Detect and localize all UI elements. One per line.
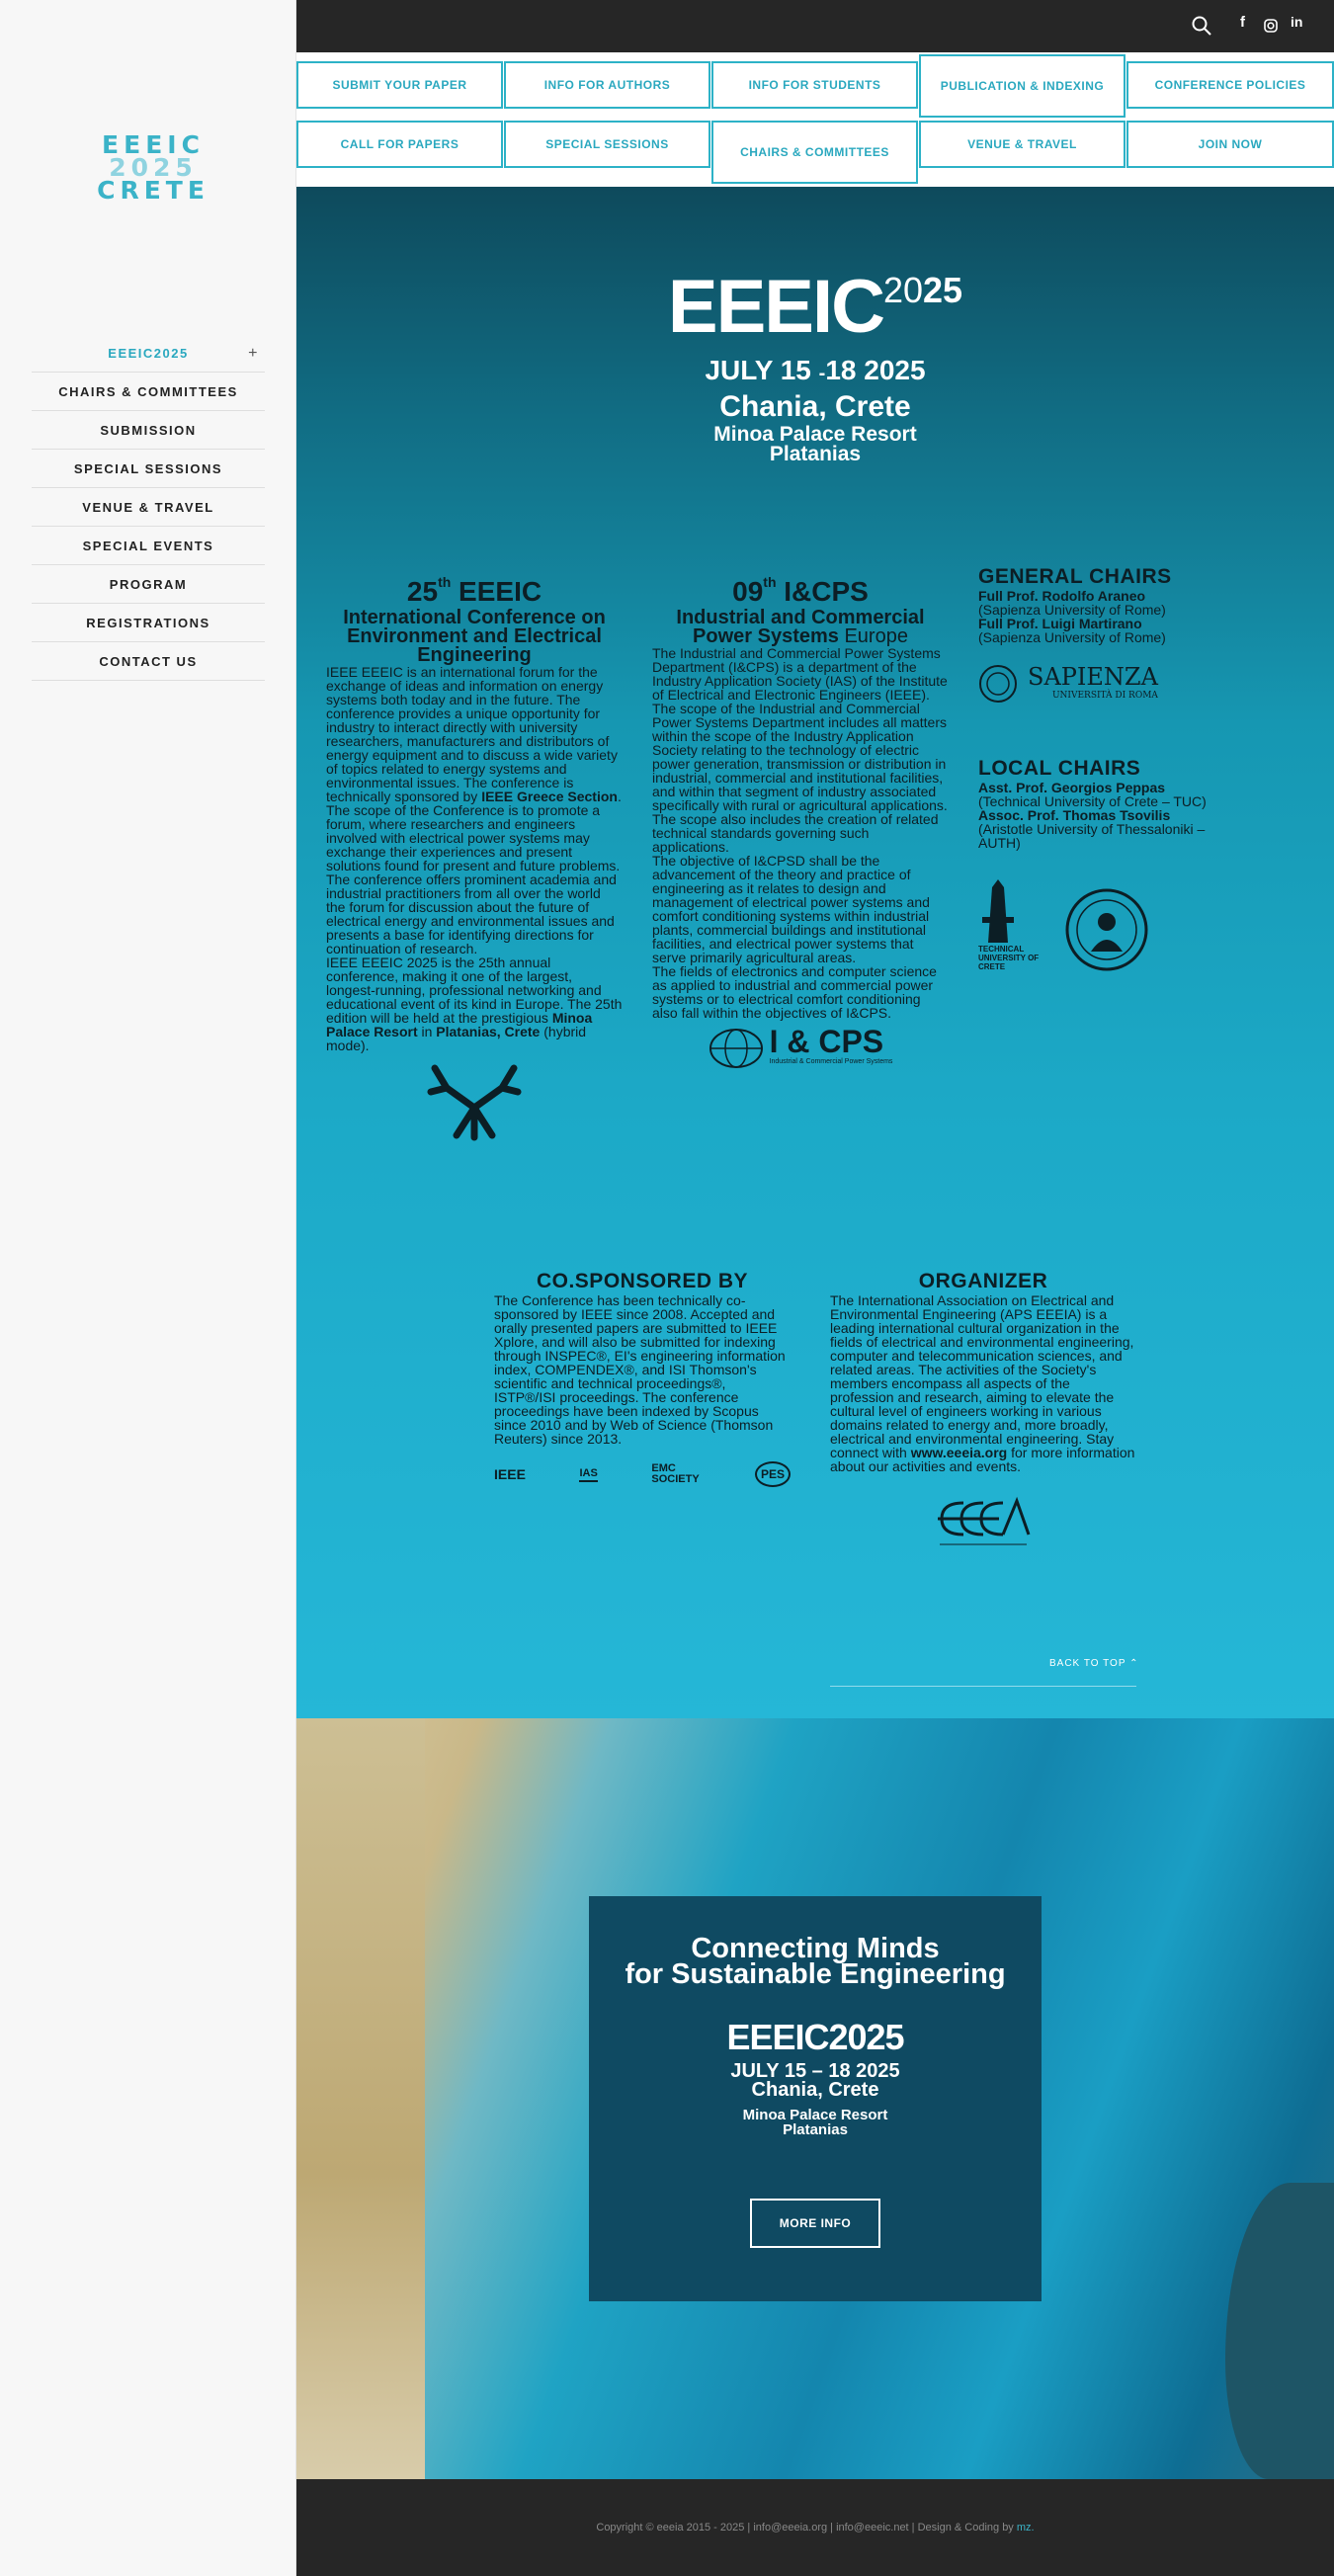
hero-year-a: 20 — [882, 270, 924, 310]
divider — [830, 1686, 1136, 1687]
hero-venue — [296, 425, 1334, 464]
general-chair-1-name: Full Prof. Rodolfo Araneo — [978, 588, 1146, 604]
local-chair-2-aff: (Aristotle University of Thessaloniki – AUTH) — [978, 821, 1206, 851]
sidebar-item-special-sessions[interactable]: SPECIAL SESSIONS — [32, 450, 265, 488]
eeeic-sup: th — [438, 574, 452, 590]
cosponsored-title: CO.SPONSORED BY — [536, 1270, 749, 1292]
icps-subheading — [652, 609, 949, 646]
tuc-text: TECHNICAL UNIVERSITY OF CRETE — [978, 945, 1040, 971]
card-title — [589, 1933, 1042, 1990]
menu-publication-indexing[interactable]: PUBLICATION & INDEXING — [919, 54, 1126, 118]
ias-logo: IAS — [579, 1466, 597, 1482]
general-chair-1 — [978, 589, 1245, 617]
auth-seal-icon — [1065, 888, 1148, 971]
logo-line-3: CRETE — [97, 176, 209, 205]
hero-date-dash: - — [818, 363, 826, 384]
sidebar-item-label: EEEIC2025 — [108, 346, 189, 361]
general-chair-2-name: Full Prof. Luigi Martirano — [978, 616, 1142, 631]
eeeic-subheading: International Conference on Environment and Electrical Engineering — [343, 607, 606, 666]
icps-text-2: The objective of I&CPSD shall be the advancement of the theory and practice of engineering as it relates to design and management of electrical power systems and comfort conditioning systems within industrial plants, commercial buildings and institutional facilities, and electrical power systems that serve primarily agricultural areas. — [652, 853, 930, 965]
eeeic-text — [326, 665, 623, 803]
sapienza-sub: UNIVERSITÀ DI ROMA — [1051, 691, 1158, 701]
cosponsored-column — [494, 1270, 791, 1487]
site-logo[interactable] — [94, 130, 212, 205]
eeeic-heading — [326, 567, 623, 607]
hero-year-b: 25 — [923, 270, 963, 310]
linkedin-icon[interactable]: in — [1291, 14, 1303, 30]
eeeic-text-more — [326, 956, 623, 1052]
menu-join-now[interactable]: JOIN NOW — [1126, 121, 1334, 168]
card-title-1: Connecting Minds — [691, 1933, 940, 1964]
general-chair-2-aff: (Sapienza University of Rome) — [978, 629, 1166, 645]
sidebar-item-eeeic2025[interactable] — [32, 334, 265, 373]
local-chairs-logos — [978, 877, 1245, 971]
general-chairs-title: GENERAL CHAIRS — [978, 565, 1172, 588]
eeeic-text-1: IEEE EEEIC is an international forum for the exchange of ideas and information on energy systems both today and in the future. The conference provides a unique opportunity for industry to interact directly with university researchers, manufacturers and distributors of energy equipment and to discuss a wide variety of topics related to energy systems and environmental issues. The conference is technically sponsored by — [326, 664, 618, 804]
sapienza-logo — [978, 662, 1245, 706]
hero-city: Chania, Crete — [719, 390, 911, 423]
icps-sub-bold: Industrial and Commercial Power Systems — [676, 607, 925, 647]
hero-date — [296, 355, 1334, 386]
menu-chairs-committees[interactable]: CHAIRS & COMMITTEES — [711, 121, 918, 184]
icps-sub-rest: Europe — [838, 625, 908, 647]
footer-design-link[interactable]: mz. — [1016, 2522, 1035, 2534]
icps-text-3: The fields of electronics and computer science as applied to industrial and commercial power systems or to electrical comfort conditioning also fall within the objectives of I&CPS. — [652, 963, 937, 1021]
eeeic-text-5: in — [417, 1024, 437, 1039]
sapienza-seal-icon — [978, 662, 1018, 706]
eeeic-bold-1: IEEE Greece Section — [481, 789, 618, 804]
eeeic-text-3: The scope of the Conference is to promote a forum, where researchers and engineers involved with electrical power systems may exchange their experiences and present solutions found for present and future problems. The conference offers prominent academia and industrial practitioners from all over the world the forum for discussion about the future of electrical energy and environmental issues and presents a base for identifying directions for continuation of research. — [326, 802, 621, 956]
sidebar-nav — [32, 334, 265, 681]
organizer-column — [830, 1270, 1136, 1552]
organizer-text-2: for more information about our activities and events. — [830, 1445, 1135, 1474]
eeeic-num: 25 — [406, 576, 439, 607]
chevron-up-icon: ⌃ — [1129, 1658, 1139, 1669]
local-chair-1 — [978, 781, 1245, 808]
logo-line-1: EEEIC — [102, 130, 205, 159]
organizer-text-1: The International Association on Electrical and Environmental Engineering (APS EEEIA) is a leading international cultural organization in the fields of electrical and environmental engineering, computer and telecommunication sciences, and related areas. The activities of the Society's members encompass all aspects of the profession and research, aiming to elevate the cultural level of engineers working in various domains related to energy and, more broadly, electrical and environmental engineering. Stay connect with — [830, 1292, 1134, 1460]
eeeic-text-6: (hybrid mode). — [326, 1024, 587, 1053]
sidebar-item-contact[interactable]: CONTACT US — [32, 642, 265, 681]
card-title-2: for Sustainable Engineering — [625, 1958, 1006, 1990]
facebook-icon[interactable]: f — [1240, 14, 1245, 31]
hero-brand-text: EEEIC — [667, 265, 883, 349]
ieee-logo: IEEE — [494, 1466, 526, 1482]
general-chair-2 — [978, 617, 1245, 644]
card-date: JULY 15 – 18 2025 — [730, 2060, 900, 2082]
promo-card — [589, 1896, 1042, 2301]
sidebar-item-special-events[interactable]: SPECIAL EVENTS — [32, 527, 265, 565]
tuc-tower-icon — [978, 877, 1018, 943]
menu-conference-policies[interactable]: CONFERENCE POLICIES — [1126, 61, 1334, 109]
globe-icon — [709, 1028, 764, 1069]
eeeic-name: EEEIC — [451, 576, 542, 607]
menu-special-sessions[interactable]: SPECIAL SESSIONS — [504, 121, 710, 168]
more-info-button[interactable]: MORE INFO — [750, 2199, 880, 2248]
tuc-logo — [978, 877, 1047, 971]
coast-rocks — [1225, 2183, 1334, 2479]
menu-info-students[interactable]: INFO FOR STUDENTS — [711, 61, 918, 109]
hero-date-start: JULY 15 — [705, 355, 819, 385]
card-city: Chania, Crete — [751, 2079, 879, 2101]
back-to-top-label: BACK TO TOP — [1049, 1658, 1126, 1669]
sidebar-item-chairs[interactable]: CHAIRS & COMMITTEES — [32, 373, 265, 411]
expand-plus-icon[interactable]: + — [248, 345, 259, 362]
icps-logo-text: I & CPS — [769, 1024, 884, 1059]
search-icon[interactable] — [1192, 16, 1211, 36]
icps-text-1: The Industrial and Commercial Power Systems Department (I&CPS) is a department of the Industry Application Society (IAS) of the Institute of Electrical and Electronic Engineers (IEEE). The scope of the Industrial and Commercial Power Systems Department includes all matters within the scope of the Industry Application Society relating to the technology of electric power generation, transmission or distribution in industrial, commercial and institutional facilities, and within that segment of industry associated specifically with rural or agricultural applications. The scope also includes the creation of related technical standards governing such applications. — [652, 645, 948, 855]
hero-section — [296, 187, 1334, 1718]
card-venue: Minoa Palace Resort — [742, 2107, 888, 2123]
local-chair-1-name: Asst. Prof. Georgios Peppas — [978, 780, 1166, 795]
icps-logo — [652, 1024, 949, 1069]
emc-logo: EMC SOCIETY — [651, 1462, 700, 1485]
back-to-top[interactable] — [1049, 1658, 1139, 1669]
menu-call-for-papers[interactable]: CALL FOR PAPERS — [296, 121, 503, 168]
local-chair-1-aff: (Technical University of Crete – TUC) — [978, 793, 1207, 809]
local-chair-2 — [978, 808, 1245, 850]
general-chair-1-aff: (Sapienza University of Rome) — [978, 602, 1166, 618]
coast-land — [296, 1718, 425, 2479]
icps-sup: th — [763, 574, 777, 590]
organizer-text — [830, 1293, 1136, 1473]
hero-venue-area: Platanias — [769, 443, 862, 465]
top-bar — [296, 0, 1334, 52]
eeeic-bold-3: Platanias, Crete — [436, 1024, 541, 1039]
sidebar-item-submission[interactable]: SUBMISSION — [32, 411, 265, 450]
eeeic-text-2: . — [617, 789, 622, 804]
icps-column — [652, 567, 949, 1069]
icps-heading — [652, 567, 949, 607]
local-chairs-title: LOCAL CHAIRS — [978, 757, 1141, 780]
footer-text: Copyright © eeeia 2015 - 2025 | info@eeeia.org | info@eeeic.net | Design & Coding by — [596, 2522, 1017, 2534]
pes-logo: PES — [755, 1461, 791, 1487]
footer — [296, 2479, 1334, 2576]
sidebar-item-program[interactable]: PROGRAM — [32, 565, 265, 604]
icps-logo-sub: Industrial & Commercial Power Systems — [769, 1058, 893, 1065]
sidebar — [0, 0, 296, 2576]
hero-brand — [296, 264, 1334, 350]
hero-venue-name: Minoa Palace Resort — [713, 423, 917, 446]
organizer-link[interactable]: www.eeeia.org — [910, 1445, 1008, 1460]
sponsor-logos — [494, 1461, 791, 1487]
menu-venue-travel[interactable]: VENUE & TRAVEL — [919, 121, 1126, 168]
logo-line-2: 2025 — [109, 153, 198, 182]
instagram-icon[interactable] — [1264, 19, 1278, 33]
sapienza-text: SAPIENZA — [1028, 663, 1158, 691]
icps-num: 09 — [732, 576, 764, 607]
organizer-title: ORGANIZER — [918, 1270, 1048, 1292]
eeeic-tree-logo-icon — [427, 1058, 522, 1141]
sidebar-item-venue[interactable]: VENUE & TRAVEL — [32, 488, 265, 527]
card-venue-area: Platanias — [783, 2121, 848, 2138]
eeeic-text-4: IEEE EEEIC 2025 is the 25th annual conference, making it one of the largest, longest-running, professional networking and educational event of its kind in Europe. The 25th edition will be held at the prestigious — [326, 955, 623, 1026]
menu-submit-paper[interactable]: SUBMIT YOUR PAPER — [296, 61, 503, 109]
sidebar-item-registrations[interactable]: REGISTRATIONS — [32, 604, 265, 642]
hero-date-end: 18 2025 — [825, 355, 926, 385]
icps-name: I&CPS — [776, 576, 869, 607]
cosponsored-text: The Conference has been technically co-sponsored by IEEE since 2008. Accepted and orally presented papers are submitted to IEEE Xplore, and will also be submitted for indexing through INSPEC®, EI's engineering information index, COMPENDEX®, and ISI Thomson's scientific and technical proceedings®, ISTP®/ISI proceedings. The conference proceedings have been indexed by Scopus since 2010 and by Web of Science (Thomson Reuters) since 2013. — [494, 1292, 786, 1447]
aerial-coast-image — [296, 1718, 1334, 2479]
eeeic-bold-2: Minoa Palace Resort — [326, 1010, 593, 1039]
eeeic-column — [326, 567, 623, 1141]
chairs-column — [978, 565, 1245, 971]
top-menu — [296, 52, 1334, 187]
card-brand: EEEIC2025 — [726, 2017, 904, 2057]
menu-info-authors[interactable]: INFO FOR AUTHORS — [504, 61, 710, 109]
eeeia-logo-icon — [934, 1491, 1033, 1552]
local-chair-2-name: Assoc. Prof. Thomas Tsovilis — [978, 807, 1171, 823]
